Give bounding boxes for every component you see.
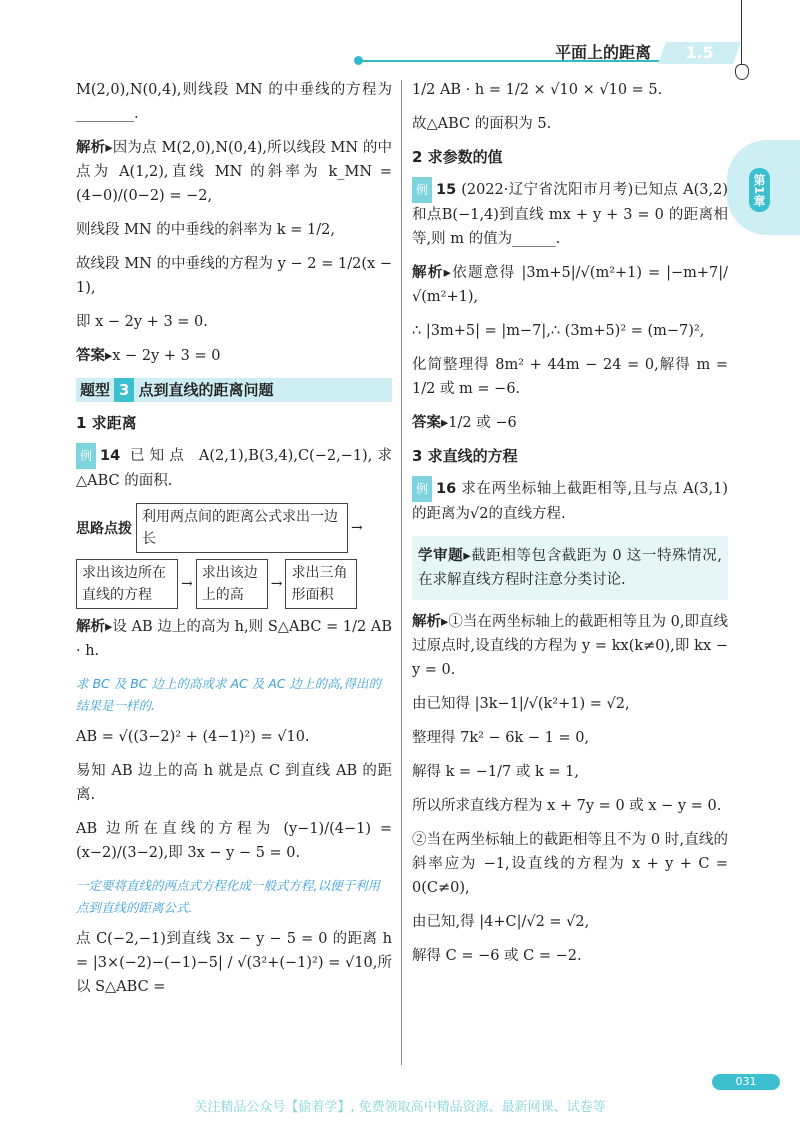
text: 设 AB 边上的高为 h,则 S△ABC = 1/2 AB · h. <box>76 619 393 659</box>
paragraph <box>76 817 392 865</box>
text: 所以所求直线方程为 x + 7y = 0 或 x − y = 0. <box>412 798 722 814</box>
paragraph <box>76 252 392 300</box>
paragraph: 解析▸设 AB 边上的高为 h,则 S△ABC = 1/2 AB · h. <box>76 619 393 659</box>
handwritten-note: 求 BC 及 BC 边上的高或求 AC 及 AC 边上的高,得出的结果是一样的. <box>76 676 381 713</box>
paragraph: 解析▸因为点 M(2,0),N(0,4),所以线段 MN 的中点为 A(1,2),直线 MN 的斜率为 k_MN = (4−0)/(0−2) = −2, <box>76 140 392 204</box>
paragraph <box>76 927 392 999</box>
column-divider <box>401 80 402 1065</box>
label: 解析 <box>412 614 442 630</box>
text: M(2,0),N(0,4),则线段 MN 的中垂线的方程为________. <box>76 82 392 122</box>
text: 故△ABC 的面积为 5. <box>412 116 552 132</box>
paragraph <box>76 78 392 126</box>
text: 易知 AB 边上的高 h 就是点 C 到直线 AB 的距离. <box>76 763 392 803</box>
example-15: 例 15 (2022·辽宁省沈阳市月考)已知点 A(3,2)和点B(−1,4)到直线 mx + y + 3 = 0 的距离相等,则 m 的值为______. <box>412 177 728 251</box>
label: 答案 <box>76 348 105 364</box>
paragraph <box>412 910 728 934</box>
paragraph <box>412 726 728 750</box>
paragraph <box>76 725 392 749</box>
paragraph <box>412 794 728 818</box>
text: 1/2 或 −6 <box>448 415 517 431</box>
paragraph: 答案▸x − 2y + 3 = 0 <box>76 348 221 364</box>
text: ②当在两坐标轴上的截距相等且不为 0 时,直线的斜率应为 −1,设直线的方程为 x + y + C = 0(C≠0), <box>412 832 728 896</box>
subsection-heading-3: 3 求直线的方程 <box>412 447 518 465</box>
paragraph: 答案▸1/2 或 −6 <box>412 415 517 431</box>
label: 解析 <box>76 140 106 156</box>
right-column <box>412 78 728 978</box>
text: 解得 C = −6 或 C = −2. <box>412 948 582 964</box>
paragraph <box>412 319 728 343</box>
thinking-hint: 思路点拨 利用两点间的距离公式求出一边长 → <box>76 503 392 553</box>
thinking-flow: 求出该边所在直线的方程 → 求出该边上的高 → 求出三角形面积 <box>76 559 392 609</box>
chapter-tab: 第1章 <box>727 140 800 235</box>
lightbulb-icon <box>735 64 749 80</box>
label: 解析 <box>76 619 106 635</box>
text: 由已知得 |3k−1|/√(k²+1) = √2, <box>412 696 630 712</box>
text: 因为点 M(2,0),N(0,4),所以线段 MN 的中点为 A(1,2),直线 MN 的斜率为 k_MN = (4−0)/(0−2) = −2, <box>76 140 392 204</box>
text: AB = √((3−2)² + (4−1)²) = √10. <box>76 729 310 745</box>
lamp-cord <box>741 0 742 66</box>
text: x − 2y + 3 = 0 <box>112 348 221 364</box>
paragraph <box>76 310 392 334</box>
paragraph <box>412 112 728 136</box>
paragraph: 解析▸依题意得 |3m+5|/√(m²+1) = |−m+7|/√(m²+1), <box>412 265 729 305</box>
page-number: 031 <box>712 1074 780 1090</box>
text: 则线段 MN 的中垂线的斜率为 k = 1/2, <box>76 222 335 238</box>
text: 即 x − 2y + 3 = 0. <box>76 314 208 330</box>
paragraph <box>76 759 392 807</box>
section-number-badge: 1.5 <box>658 42 741 64</box>
handwritten-note-2: 一定要将直线的两点式方程化成一般式方程,以便于利用点到直线的距离公式. <box>76 878 380 915</box>
paragraph <box>412 78 728 102</box>
text: AB 边所在直线的方程为 (y−1)/(4−1) = (x−2)/(3−2),即 3x − y − 5 = 0. <box>76 821 392 861</box>
text: 1/2 AB · h = 1/2 × √10 × √10 = 5. <box>412 82 663 98</box>
text: 解得 k = −1/7 或 k = 1, <box>412 764 579 780</box>
text: 整理得 7k² − 6k − 1 = 0, <box>412 730 590 746</box>
text: 点 C(−2,−1)到直线 3x − y − 5 = 0 的距离 h = |3×(−2)−(−1)−5| / √(3²+(−1)²) = √10,所以 S△ABC = <box>76 931 392 995</box>
text: 故线段 MN 的中垂线的方程为 y − 2 = 1/2(x − 1), <box>76 256 392 296</box>
subsection-heading: 1 求距离 <box>76 414 137 432</box>
subsection-heading-2: 2 求参数的值 <box>412 148 503 166</box>
text: ∴ |3m+5| = |m−7|,∴ (3m+5)² = (m−7)², <box>412 323 705 339</box>
example-16: 例 16 求在两坐标轴上截距相等,且与点 A(3,1)的距离为√2的直线方程. <box>412 476 728 526</box>
header-dot <box>354 56 363 65</box>
text: 依题意得 |3m+5|/√(m²+1) = |−m+7|/√(m²+1), <box>412 265 729 305</box>
label: 解析 <box>412 265 444 281</box>
paragraph: 解析▸①当在两坐标轴上的截距相等且为 0,即直线过原点时,设直线的方程为 y = kx(k≠0),即 kx − y = 0. <box>412 614 728 678</box>
header-title: 平面上的距离 <box>555 43 652 62</box>
paragraph <box>76 218 392 242</box>
question-type-band: 题型 3 点到直线的距离问题 <box>76 378 392 402</box>
paragraph <box>412 760 728 784</box>
paragraph <box>412 353 728 401</box>
review-hint: 学审题▸截距相等包含截距为 0 这一特殊情况,在求解直线方程时注意分类讨论. <box>412 536 728 600</box>
paragraph <box>412 828 728 900</box>
footer-text: 关注精品公众号【偷着学】, 免费领取高中精品资源、最新网课、试卷等 <box>194 1100 606 1115</box>
text: ①当在两坐标轴上的截距相等且为 0,即直线过原点时,设直线的方程为 y = kx(k≠0),即 kx − y = 0. <box>412 614 728 678</box>
left-column <box>76 78 392 1009</box>
example-14: 例 14 已知点 A(2,1),B(3,4),C(−2,−1),求△ABC 的面积. <box>76 443 392 493</box>
paragraph <box>412 944 728 968</box>
paragraph <box>412 692 728 716</box>
label: 答案 <box>412 415 441 431</box>
text: 由已知,得 |4+C|/√2 = √2, <box>412 914 590 930</box>
text: 化简整理得 8m² + 44m − 24 = 0,解得 m = 1/2 或 m = −6. <box>412 357 728 397</box>
